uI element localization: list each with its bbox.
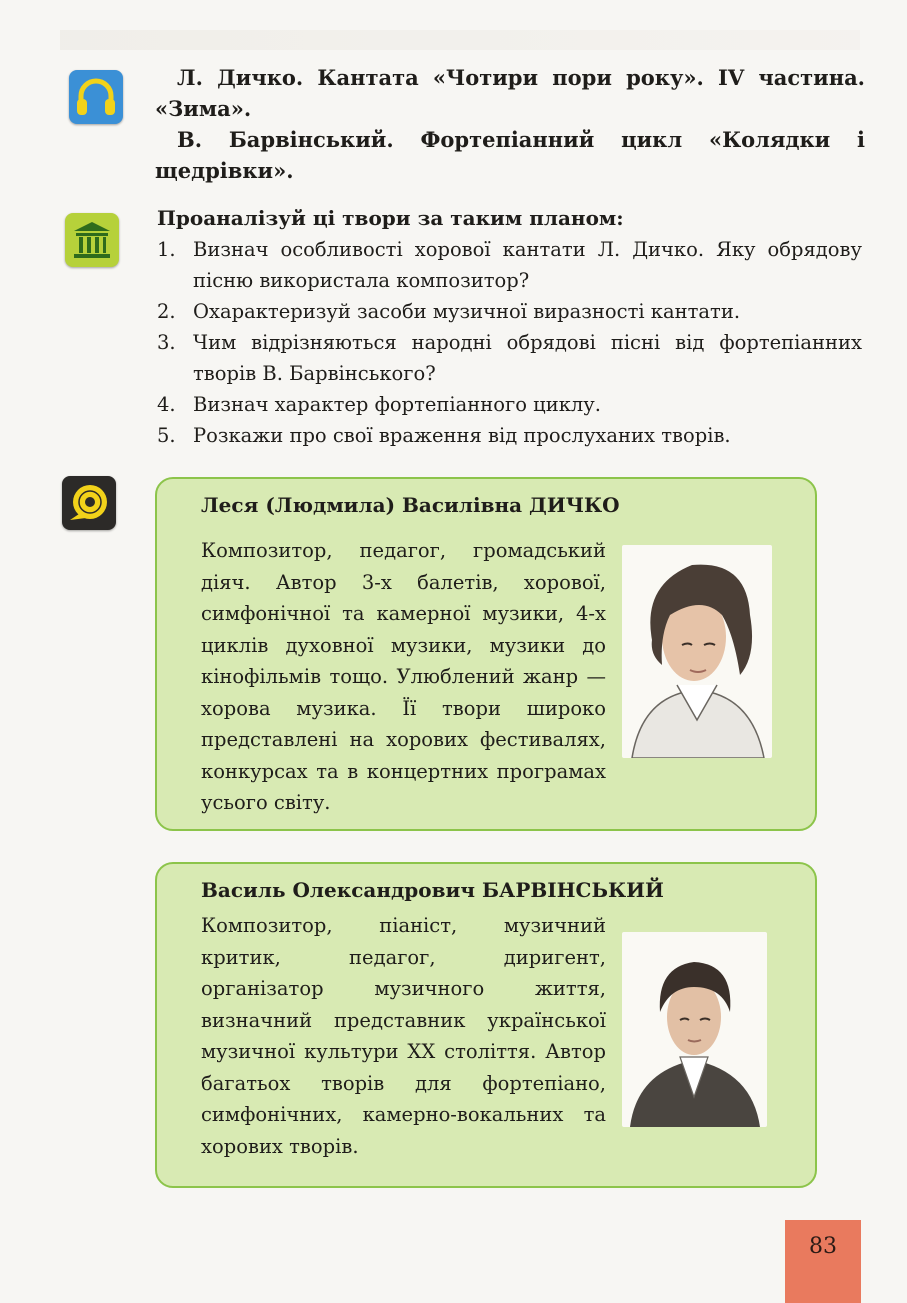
- headphones-icon: [69, 70, 123, 124]
- composer-biography: Композитор, педагог, громадський діяч. Автор 3-х балетів, хорової, симфонічної та камерної музики, 4-х циклів духовної музики, музики до кінофільмів тощо. Улюблений жанр — хорова музика. Її твори широко представлені на хорових фестивалях, конкурсах та в концертних програмах усього світу.: [201, 539, 606, 814]
- listening-assignment: [155, 62, 865, 186]
- analysis-task: [157, 203, 862, 451]
- page-number-tab: [785, 1220, 861, 1303]
- listening-work-1: Л. Дичко. Кантата «Чотири пори року». IV частина. «Зима».: [155, 65, 865, 121]
- composer-name: Леся (Людмила) Василівна ДИЧКО: [201, 493, 620, 517]
- page-number: 83: [809, 1234, 837, 1259]
- disc-icon: [62, 476, 116, 530]
- biography-card-barvinsky: [155, 862, 817, 1188]
- task-item: 4. Визнач характер фортепіанного циклу.: [157, 393, 601, 416]
- task-list: [157, 234, 862, 451]
- museum-icon: [65, 213, 119, 267]
- task-item: 3. Чим відрізняються народні обрядові пісні від фортепіанних творів В. Барвінського?: [157, 331, 862, 385]
- task-item: 1. Визнач особливості хорової кантати Л. Дичко. Яку обрядову пісню використала композитор?: [157, 238, 862, 292]
- task-item: 5. Розкажи про свої враження від прослуханих творів.: [157, 424, 731, 447]
- task-title: Проаналізуй ці твори за таким планом:: [157, 206, 624, 230]
- listening-work-2: В. Барвінський. Фортепіанний цикл «Колядки і щедрівки».: [155, 127, 865, 183]
- portrait-dychko: [622, 545, 772, 758]
- composer-name: Василь Олександрович БАРВІНСЬКИЙ: [201, 878, 664, 902]
- portrait-barvinsky: [622, 932, 767, 1127]
- bleed-through-header: [60, 30, 860, 50]
- biography-card-dychko: [155, 477, 817, 831]
- task-item: 2. Охарактеризуй засоби музичної виразності кантати.: [157, 300, 741, 323]
- composer-biography: Композитор, піаніст, музичний критик, педагог, диригент, організатор музичного життя, визначний представник української музичної культури XX століття. Автор багатьох творів для фортепіано, симфонічних, камерно-вокальних та хорових творів.: [201, 914, 606, 1158]
